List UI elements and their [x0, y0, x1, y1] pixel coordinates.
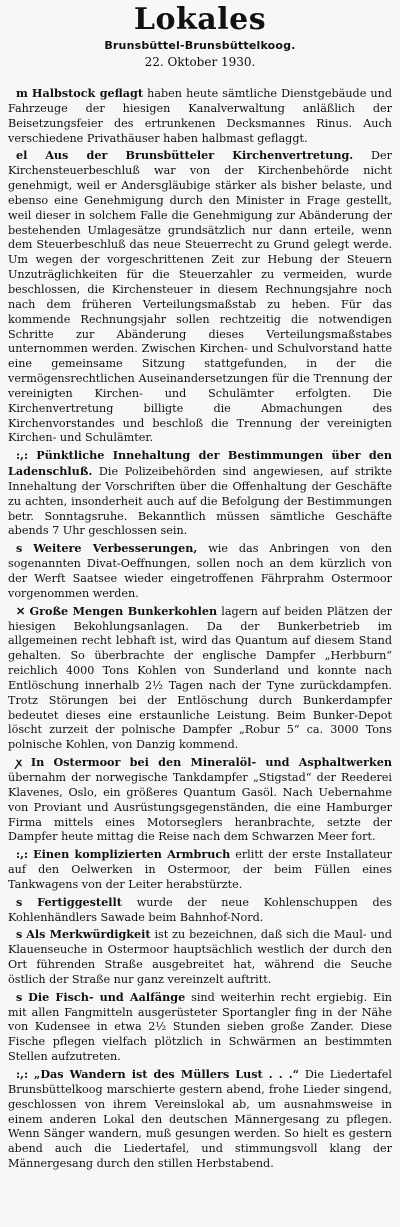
article-marker: :,: — [16, 1067, 29, 1081]
article-mineraloelwerke — [8, 755, 392, 845]
article-lead: Fertiggestellt — [37, 894, 122, 909]
article-marker: ✕ — [16, 603, 26, 618]
article-body: wurde der neue Kohlenschuppen des Kohlenhändlers Sawade beim Bahnhof-Nord. — [8, 895, 393, 924]
article-marker: el — [16, 148, 28, 163]
dateline: 22. Oktober 1930. — [144, 55, 256, 69]
article-lead: Halbstock geflagt — [31, 86, 144, 100]
article-marker: m — [16, 86, 28, 100]
article-body: haben heute sämtliche Dienstgebäude und Fahrzeuge der hiesigen Kanalverwaltung anläßlich der Beisetzungsfeier des ertrunkenen Decksmannes Rinus. Auch verschiedene Privathäuser haben halbmast geflaggt. — [8, 87, 392, 145]
article-fischfaenge — [8, 990, 392, 1065]
article-lead: Große Mengen Bunkerkohlen — [29, 603, 218, 618]
article-lead: Weitere Verbesserungen, — [33, 541, 198, 556]
article-body: ist zu bezeichnen, daß sich die Maul- und Klauenseuche in Ostermoor hauptsächlich westlich der durch den Ort führenden Straße ausgebreitet hat, während die Seuche östlich der Straße nur ganz vereinzelt auftritt. — [8, 928, 392, 986]
article-lead: Pünktliche Innehaltung der Bestimmungen über den Ladenschluß. — [8, 448, 392, 479]
article-marker: s — [16, 541, 23, 556]
article-bunkerkohlen — [8, 604, 392, 753]
article-kohlenschuppen — [8, 895, 392, 926]
article-body: lagern auf beiden Plätzen der hiesigen Bekohlungsanlagen. Da der Bunkerbetrieb im allgemeinen recht lebhaft ist, wird das Quantum auf diesem Stand gehalten. So überbrachte der englische Dampfer „Herbburn“ reichlich 4000 Tons Kohlen von Sunderland und konnte nach Entlöschung innerhalb 2½ Tagen nach der Tyne zurückdampfen. Trotz Störungen bei der Entlöschung durch Bunkerdampfer bedeutet dieses eine erstaunliche Leistung. Beim Bunker-Depot löscht zurzeit der polnische Dampfer „Robur 5“ ca. 3000 Tons polnische Kohlen, von Danzig kommend. — [8, 604, 393, 752]
article-body: Die Polizeibehörden sind angewiesen, auf strikte Innehaltung der Vorschriften über die Offenhaltung der Geschäfte zu achten, insonderheit auch auf die Befolgung der Bestimmungen betr. Sonntagsruhe. Bekanntlich müssen sämtliche Geschäfte abends 7 Uhr geschlossen sein. — [8, 465, 392, 538]
article-body: erlitt der erste Installateur auf den Oelwerken in Ostermoor, der beim Füllen eines Tankwagens von der Leiter herabstürzte. — [8, 848, 392, 891]
article-verbesserungen — [8, 541, 392, 601]
article-body: sind weiterhin recht ergiebig. Ein mit allen Fangmitteln ausgerüsteter Sportangler fing in der Nähe von Kudensee in etwa 2½ Stunden sieben große Zander. Diese Fische pflegen vielfach plötzlich in Schwärmen an bestimmten Stellen aufzutreten. — [8, 990, 392, 1064]
masthead — [8, 4, 392, 70]
article-armbruch — [8, 847, 392, 893]
article-lead: „Das Wandern ist des Müllers Lust . . .“ — [33, 1067, 300, 1081]
article-marker: ꭗ — [16, 755, 22, 770]
article-lead: Die Fisch- und Aalfänge — [28, 989, 186, 1004]
article-marker: s — [16, 894, 23, 909]
article-kirchenvertretung — [8, 148, 392, 446]
article-merkwuerdigkeit — [8, 927, 392, 987]
article-marker: s — [16, 927, 23, 942]
article-lead: Als Merkwürdigkeit — [26, 927, 151, 942]
article-marker: :,: — [16, 847, 29, 862]
article-liedertafel — [8, 1067, 392, 1172]
locality-heading: Brunsbüttel-Brunsbüttelkoog. — [104, 39, 296, 52]
section-title: Lokales — [133, 2, 267, 37]
article-lead: Einen komplizierten Armbruch — [33, 847, 231, 862]
article-body: übernahm der norwegische Tankdampfer „Stigstad“ der Reederei Klavenes, Oslo, ein größeres Quantum Gasöl. Nach Uebernahme von Proviant und Ausrüstungsgegenständen, die eine Hamburger Firma mittels eines Motorseglers heranbrachte, setzte der Dampfer heute mittag die Reise nach dem Schwarzen Meer fort. — [8, 770, 392, 844]
article-halbstock — [8, 86, 392, 146]
article-body: wie das Anbringen von den sogenannten Divat-Oeffnungen, sollen noch an dem kürzlich von der Werft Saatsee wieder eingetroffenen Fährprahm Ostermoor vorgenommen werden. — [8, 542, 393, 600]
article-lead: In Ostermoor bei den Mineralöl- und Asphaltwerken — [30, 755, 392, 770]
article-marker: :,: — [16, 448, 29, 463]
article-body: Die Liedertafel Brunsbüttelkoog marschierte gestern abend, frohe Lieder singend, geschlossen von ihrem Vereinslokal ab, um ausnahmsweise in einem anderen Lokal den deutschen Männergesang zu pflegen. Wenn Sänger wandern, muß gesungen werden. So hielt es gestern abend auch die Liedertafel, und stimmungsvoll klang der Männergesang durch den stillen Herbstabend. — [8, 1068, 392, 1171]
article-marker: s — [16, 989, 23, 1004]
article-body: Der Kirchensteuerbeschluß war von der Kirchenbehörde nicht genehmigt, weil er Andersgläubige stärker als bisher belaste, und ebenso eine Genehmigung durch den Minister in Frage gestellt, weil dieser in solchem Falle die Genehmigung zur Abänderung der bestehenden Umlagesätze grundsätzlich nur dann erteile, wenn dem Steuerbeschluß das neue Steuerrecht zu Grund gelegt werde. Um wegen der vorgeschrittenen Zeit zur Hebung der Steuern Unzuträglichkeiten für die Steuerzahler zu vermeiden, wurde beschlossen, die Kirchensteuer in diesem Rechnungsjahre noch nach dem früheren Verteilungsmaßstab zu heben. Für das kommende Rechnungsjahr sollen rechtzeitig die notwendigen Schritte zur Abänderung dieses Verteilungsmaßstabes unternommen werden. Zwischen Kirchen- und Schulvorstand hatte eine gemeinsame Sitzung stattgefunden, in der die vermögensrechtlichen Auseinandersetzungen für die Trennung der vereinigten Kirchen- und Schulämter erfolgten. Die Kirchenvertretung billigte die Abmachungen des Kirchenvorstandes und beschloß die Trennung der vereinigten Kirchen- und Schulämter. — [8, 149, 392, 445]
article-ladenschluss — [8, 448, 392, 539]
article-lead: Aus der Brunsbütteler Kirchenvertretung. — [45, 148, 354, 163]
